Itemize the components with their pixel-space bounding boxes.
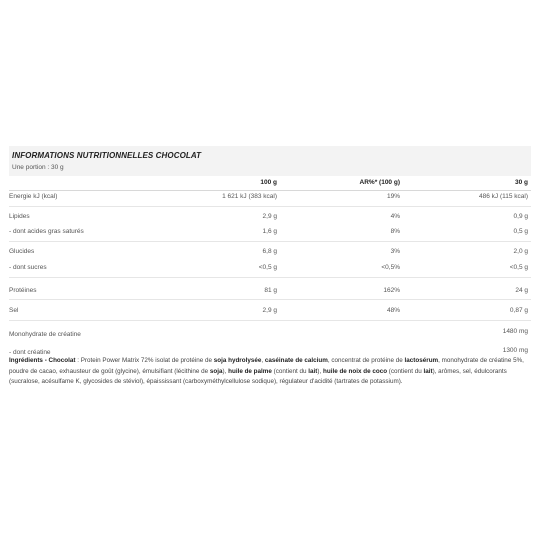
table-row: [9, 193, 531, 207]
table-row: [9, 213, 531, 227]
allergen: lait: [423, 367, 433, 375]
cell-30g: 0,9 g: [513, 213, 528, 220]
cell-100g: <0,5 g: [258, 264, 277, 271]
ingredients-part: ),: [317, 367, 324, 375]
table-row: [9, 248, 531, 262]
table-row: [9, 307, 531, 321]
row-label: Monohydrate de créatine: [9, 331, 81, 338]
header-divider: [9, 190, 531, 191]
row-divider: [9, 277, 531, 278]
cell-30g: <0,5 g: [509, 264, 528, 271]
row-label: Protéines: [9, 287, 37, 294]
allergen: huile de noix de coco: [323, 367, 388, 375]
ingredients-part: ), arômes, sel, édulcorants (sucralose, acésulfame K, glycosides de stéviol), épaississant (carboxyméthylcellulose sodique), régulateur d'acidité (tartrates de potassium).: [9, 367, 507, 385]
cell-ar: <0,5%: [381, 264, 400, 271]
table-title: INFORMATIONS NUTRITIONNELLES CHOCOLAT: [12, 151, 202, 160]
cell-ar: 8%: [390, 228, 400, 235]
cell-100g: 81 g: [264, 287, 277, 294]
column-header-ar: AR%* (100 g): [359, 179, 400, 186]
table-row: [9, 328, 531, 342]
table-row: [9, 264, 531, 278]
table-row: [9, 228, 531, 242]
portion-size: Une portion : 30 g: [12, 164, 64, 171]
cell-100g: 6,8 g: [262, 248, 277, 255]
cell-ar: 48%: [386, 307, 400, 314]
cell-ar: 19%: [386, 193, 400, 200]
cell-ar: 3%: [390, 248, 400, 255]
cell-ar: 4%: [390, 213, 400, 220]
allergen: lait: [308, 367, 318, 375]
row-label: Sel: [9, 307, 19, 314]
row-label: - dont sucres: [9, 264, 47, 271]
cell-30g: 0,87 g: [509, 307, 528, 314]
row-label: Lipides: [9, 213, 30, 220]
cell-30g: 24 g: [515, 287, 528, 294]
row-divider: [9, 206, 531, 207]
ingredients-label: Ingrédients - Chocolat: [9, 357, 76, 364]
cell-30g: 0,5 g: [513, 228, 528, 235]
cell-30g: 486 kJ (115 kcal): [478, 193, 528, 200]
column-header-30g: 30 g: [514, 179, 528, 186]
ingredients-text: [9, 356, 531, 388]
ingredients-part: (contient du: [387, 367, 424, 375]
row-label: - dont acides gras saturés: [9, 228, 84, 235]
ingredients-part: ,: [261, 357, 265, 364]
cell-30g: 1480 mg: [502, 328, 528, 335]
column-header-100g: 100 g: [260, 179, 277, 186]
row-divider: [9, 320, 531, 321]
allergen: lactosérum: [404, 357, 439, 364]
ingredients-part: (contient du: [271, 367, 309, 375]
allergen: caséinate de calcium: [264, 357, 328, 364]
row-divider: [9, 299, 531, 300]
allergen: soja hydrolysée: [213, 357, 262, 364]
allergen: huile de palme: [228, 367, 272, 375]
row-label: Energie kJ (kcal): [9, 193, 58, 200]
row-label: Glucides: [9, 248, 35, 255]
ingredients-part: : Protein Power Matrix 72% isolat de protéine de: [75, 357, 214, 364]
cell-100g: 1,6 g: [262, 228, 277, 235]
cell-100g: 2,9 g: [262, 213, 277, 220]
cell-100g: 1 621 kJ (383 kcal): [222, 193, 277, 200]
cell-30g: 2,0 g: [513, 248, 528, 255]
ingredients-part: , concentrat de protéine de: [327, 357, 405, 364]
ingredients-part: ),: [222, 367, 229, 375]
row-label: - dont créatine: [9, 349, 51, 356]
ingredients-part: , monohydrate de créatine 5%, poudre de cacao, exhausteur de goût (glycine), émulsifiant (lécithine de: [9, 357, 524, 375]
cell-100g: 2,9 g: [262, 307, 277, 314]
allergen: soja: [209, 367, 223, 375]
cell-ar: 162%: [383, 287, 400, 294]
cell-30g: 1300 mg: [502, 347, 528, 354]
row-divider: [9, 241, 531, 242]
